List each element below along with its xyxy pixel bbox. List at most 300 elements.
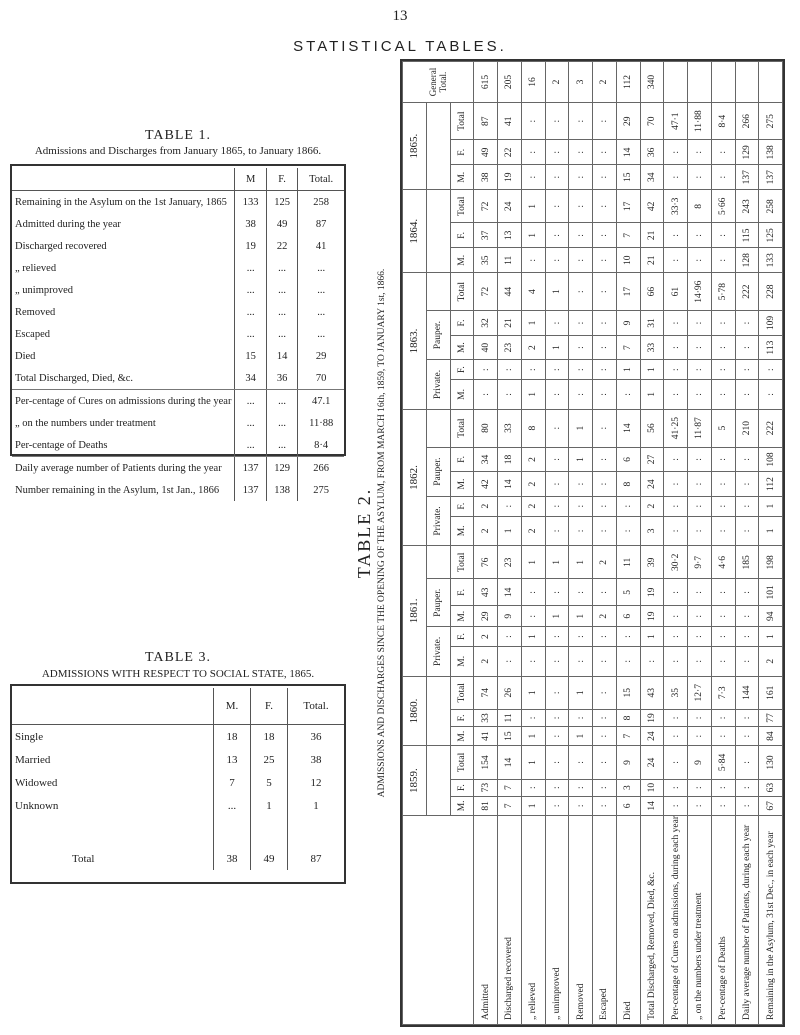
table2-cell: 115 <box>735 223 759 248</box>
table2-cell: 72 <box>474 190 498 223</box>
table2-cell: : <box>569 627 593 647</box>
table2-col-header: Total <box>450 103 474 140</box>
table2-cell: 1 <box>521 676 545 709</box>
table2-cell: : <box>545 676 569 709</box>
table2-cell: 1 <box>521 223 545 248</box>
table2-cell: : <box>593 248 617 273</box>
table2-cell: 34 <box>474 447 498 472</box>
table2-cell: : <box>711 165 735 190</box>
table2-cell: : <box>521 140 545 165</box>
table3-total-cell: 49 <box>251 847 288 870</box>
table3-spacer <box>214 817 251 847</box>
table3-row <box>12 748 344 771</box>
table2-cell: : <box>593 165 617 190</box>
table2-cell: 2 <box>593 546 617 579</box>
table2-cell: 113 <box>759 335 783 359</box>
table2-cell: 17 <box>616 190 640 223</box>
table2-cell: 2 <box>474 627 498 647</box>
table2-group-blank <box>426 676 450 746</box>
table2-cell: 1 <box>759 516 783 546</box>
table2-cell: : <box>664 472 688 496</box>
table2-cell: 14 <box>498 746 522 779</box>
table2-col-header: M. <box>450 727 474 746</box>
table2-cell: 5·78 <box>711 273 735 311</box>
table2-cell: 2 <box>759 646 783 676</box>
table2-row <box>569 62 593 1025</box>
table2-year-header: 1864. <box>403 190 427 273</box>
table1-title: TABLE 1. <box>145 128 211 143</box>
table3-cell: 18 <box>251 725 288 749</box>
table2-cell: 14 <box>498 579 522 606</box>
table2-cell: 19 <box>640 709 664 726</box>
table2-cell: 15 <box>498 727 522 746</box>
table2-cell: : <box>711 606 735 627</box>
table2-cell: 1 <box>521 311 545 336</box>
table2-cell: 7 <box>616 727 640 746</box>
table2-cell: : <box>711 646 735 676</box>
table1-cell: 47.1 <box>298 390 344 413</box>
table2-col-header: M. <box>450 472 474 496</box>
table1-row-label: Per-centage of Deaths <box>12 434 235 457</box>
table2-cell: : <box>711 248 735 273</box>
table2-group-header: Pauper. <box>426 311 450 360</box>
table2-cell: 6 <box>616 447 640 472</box>
table1-cell: 133 <box>235 191 266 214</box>
table3-cell: 18 <box>214 725 251 749</box>
table1-cell: 22 <box>266 235 297 257</box>
table2-cell: 161 <box>759 676 783 709</box>
table2-group-blank <box>426 273 450 311</box>
table1-row <box>12 279 344 301</box>
table2-cell: : <box>688 311 712 336</box>
table2-cell: : <box>711 627 735 647</box>
table2-cell: 10 <box>616 248 640 273</box>
table2-year-header: 1862. <box>403 409 427 545</box>
table2-cell: 1 <box>545 546 569 579</box>
table1-header-row <box>12 168 344 191</box>
table2-cell: : <box>521 579 545 606</box>
table2-cell: 41 <box>474 727 498 746</box>
table2-cell: 8 <box>521 409 545 447</box>
table1-row-label: Removed <box>15 306 56 318</box>
table2-col-header: F. <box>450 311 474 336</box>
table3-spacer <box>288 817 345 847</box>
table2-cell: : <box>569 311 593 336</box>
table2-cell: : <box>735 746 759 779</box>
table2-cell: 222 <box>759 409 783 447</box>
table2-cell: 1 <box>569 447 593 472</box>
table2-cell: : <box>688 335 712 359</box>
table2-cell: 9 <box>616 311 640 336</box>
table2-row-label: „ on the numbers under treatment <box>688 816 712 1025</box>
table2-cell: : <box>616 627 640 647</box>
table1-cell: 19 <box>235 235 266 257</box>
table2-cell: : <box>664 646 688 676</box>
table2-cell: : <box>735 380 759 410</box>
table2-cell: : <box>735 447 759 472</box>
table2-cell: 76 <box>474 546 498 579</box>
table2-cell: : <box>545 627 569 647</box>
table1-cell: ... <box>266 434 297 457</box>
table1-cell: ... <box>235 301 266 323</box>
table2-cell: : <box>664 606 688 627</box>
table2-cell: 109 <box>759 311 783 336</box>
table2-cell: 23 <box>498 335 522 359</box>
table1-row <box>12 345 344 367</box>
table2-cell: 144 <box>735 676 759 709</box>
table3-cell: 38 <box>288 748 345 771</box>
table2-cell: : <box>593 779 617 796</box>
table2-cell: 40 <box>474 335 498 359</box>
table2-row <box>664 62 688 1025</box>
table3-total-row <box>12 847 344 870</box>
table2-cell: 2 <box>474 516 498 546</box>
table2-cell: 6 <box>616 796 640 815</box>
table1-row <box>12 301 344 323</box>
table2-cell: : <box>593 746 617 779</box>
table1-cell: 275 <box>298 479 344 501</box>
table2-cell: : <box>664 380 688 410</box>
table2-cell: 1 <box>569 606 593 627</box>
table2-cell: 138 <box>759 140 783 165</box>
table3-row <box>12 771 344 794</box>
table2-cell: 5·66 <box>711 190 735 223</box>
table1-cell: 137 <box>235 457 266 480</box>
table2-cell: : <box>688 496 712 516</box>
table2-cell: : <box>545 779 569 796</box>
table2-cell: : <box>569 646 593 676</box>
table1-cell: 38 <box>235 213 266 235</box>
table2-cell: : <box>545 409 569 447</box>
table3-spacer <box>12 817 214 847</box>
table2-cell: : <box>521 779 545 796</box>
table2-cell: : <box>688 472 712 496</box>
table2-cell: 2 <box>521 447 545 472</box>
table2-cell: : <box>711 579 735 606</box>
table2-cell: : <box>545 248 569 273</box>
table1-row-label: Daily average number of Patients during the year <box>15 462 222 474</box>
table2-cell: : <box>521 165 545 190</box>
table2-cell: 42 <box>474 472 498 496</box>
table2-col-header: F. <box>450 627 474 647</box>
table2-cell: : <box>545 360 569 380</box>
table2-cell: : <box>593 496 617 516</box>
table2-group-blank <box>426 190 450 273</box>
table2-cell: : <box>569 779 593 796</box>
table1-cell: 8·4 <box>298 434 344 457</box>
table2-cell: 19 <box>640 579 664 606</box>
table1-cell: 41 <box>298 235 344 257</box>
table3-subtitle: ADMISSIONS WITH RESPECT TO SOCIAL STATE, 1865. <box>41 668 315 680</box>
table2-general-total-cell: 615 <box>474 62 498 103</box>
table2-row-label: Daily average number of Patients, during each year <box>735 816 759 1025</box>
table2-cell: : <box>569 746 593 779</box>
table2-cell: 2 <box>474 496 498 516</box>
table2-cell: 185 <box>735 546 759 579</box>
table2-cell: 36 <box>640 140 664 165</box>
table2-cell: : <box>688 627 712 647</box>
table2-cell: : <box>664 311 688 336</box>
table1-row <box>12 323 344 345</box>
table1-cell: ... <box>235 412 266 434</box>
table2-cell: 5·84 <box>711 746 735 779</box>
table2-general-total-cell <box>664 62 688 103</box>
table2-cell: 15 <box>616 676 640 709</box>
table1-cell: ... <box>266 412 297 434</box>
table2-cell: 17 <box>616 273 640 311</box>
table2-frame <box>400 59 785 1027</box>
table2-cell: : <box>545 447 569 472</box>
table2-cell: : <box>711 223 735 248</box>
table2-group-blank <box>426 746 450 816</box>
table3-row-label: Married <box>15 753 51 766</box>
table2-row-label: „ relieved <box>521 816 545 1025</box>
table2-cell: 266 <box>735 103 759 140</box>
table3-header-cell: M. <box>214 688 251 725</box>
table2-row-label: „ unimproved <box>545 816 569 1025</box>
table2-general-total-cell: 2 <box>545 62 569 103</box>
table2-cell: 19 <box>640 606 664 627</box>
table2-cell: 66 <box>640 273 664 311</box>
table2-col-header: F. <box>450 360 474 380</box>
table3-row <box>12 794 344 817</box>
table2-cell: 22 <box>498 140 522 165</box>
table2-cell: : <box>688 248 712 273</box>
table2-cell: 7 <box>616 335 640 359</box>
table2-cell: 4·6 <box>711 546 735 579</box>
table2 <box>402 61 783 1025</box>
table2-row-label: Escaped <box>593 816 617 1025</box>
table1-cell: ... <box>266 323 297 345</box>
table2-cell: 84 <box>759 727 783 746</box>
table2-cell: 3 <box>616 779 640 796</box>
table1-cell: ... <box>235 323 266 345</box>
table2-cell: : <box>545 709 569 726</box>
table2-year-header: 1860. <box>403 676 427 746</box>
table2-cell: : <box>569 472 593 496</box>
table2-cell: 13 <box>498 223 522 248</box>
table2-cell: : <box>711 447 735 472</box>
table2-cell: : <box>735 496 759 516</box>
table1-cell: ... <box>235 434 266 457</box>
table1-header-blank <box>12 168 235 191</box>
table2-cell: 9 <box>688 746 712 779</box>
table3-cell: 1 <box>288 794 345 817</box>
table1-row <box>12 457 344 480</box>
table2-cell: : <box>735 646 759 676</box>
table2-cell: : <box>688 165 712 190</box>
table1-header-cell: Total. <box>298 168 344 191</box>
table2-cell: 12·7 <box>688 676 712 709</box>
table2-cell: 30·2 <box>664 546 688 579</box>
table3-header-row <box>12 688 344 725</box>
table2-cell: : <box>688 223 712 248</box>
table2-col-header: M. <box>450 796 474 815</box>
table3-header-cell: Total. <box>288 688 345 725</box>
table1-cell: 266 <box>298 457 344 480</box>
table2-cell: : <box>593 223 617 248</box>
table2-subtitle: ADMISSIONS AND DISCHARGES SINCE THE OPENING OF THE ASYLUM, FROM MARCH 16th, 1859, TO JANUARY 1st, 1866. <box>377 268 387 798</box>
table2-cell: 275 <box>759 103 783 140</box>
table2-cell: : <box>569 709 593 726</box>
table2-cell: 1 <box>569 409 593 447</box>
table2-cell: : <box>569 248 593 273</box>
table1-header-cell: M <box>235 168 266 191</box>
table2-cell: 14 <box>640 796 664 815</box>
table2-cell: 1 <box>640 360 664 380</box>
table2-cell: 74 <box>474 676 498 709</box>
table2-row <box>593 62 617 1025</box>
table2-cell: 11·87 <box>688 409 712 447</box>
table2-cell: : <box>711 779 735 796</box>
table2-cell: 258 <box>759 190 783 223</box>
table2-group-header: Pauper. <box>426 579 450 627</box>
table2-cell: 24 <box>640 746 664 779</box>
table2-cell: : <box>688 779 712 796</box>
table2-cell: : <box>616 516 640 546</box>
table2-cell: : <box>545 727 569 746</box>
table2-col-header: F. <box>450 496 474 516</box>
table2-cell: 38 <box>474 165 498 190</box>
table2-cell: : <box>664 140 688 165</box>
table2-cell: : <box>545 380 569 410</box>
table2-col-header: Total <box>450 409 474 447</box>
table2-cell: : <box>735 606 759 627</box>
table3-cell: 36 <box>288 725 345 749</box>
table2-cell: 1 <box>640 627 664 647</box>
table1-row <box>12 434 344 457</box>
table2-cell: 2 <box>521 335 545 359</box>
table1-row-label: Total Discharged, Died, &c. <box>12 367 235 390</box>
table2-cell: : <box>664 779 688 796</box>
table2-cell: : <box>711 796 735 815</box>
table2-cell: 10 <box>640 779 664 796</box>
table2-col-header: F. <box>450 223 474 248</box>
table2-row-label: Removed <box>569 816 593 1025</box>
table2-cell: 1 <box>521 546 545 579</box>
table2-cell: 2 <box>521 516 545 546</box>
table2-cell: : <box>521 103 545 140</box>
table2-cell: : <box>616 380 640 410</box>
table2-cell: : <box>664 248 688 273</box>
table2-cell: 1 <box>616 360 640 380</box>
table2-cell: : <box>545 190 569 223</box>
table2-cell: 24 <box>640 472 664 496</box>
table2-cell: : <box>593 190 617 223</box>
table2-cell: : <box>711 140 735 165</box>
table2-col-header: F. <box>450 709 474 726</box>
table2-cell: 26 <box>498 676 522 709</box>
table2-cell: : <box>759 380 783 410</box>
table2-cell: : <box>664 360 688 380</box>
table2-cell: : <box>498 627 522 647</box>
table1-cell: 129 <box>266 457 297 480</box>
table2-cell: 18 <box>498 447 522 472</box>
table2-cell: 198 <box>759 546 783 579</box>
table2-cell: 11·88 <box>688 103 712 140</box>
table2-cell: 35 <box>474 248 498 273</box>
table2-cell: 101 <box>759 579 783 606</box>
table2-cell: 112 <box>759 472 783 496</box>
table2-header-years <box>403 62 427 1025</box>
table3-spacer-row <box>12 817 344 847</box>
table2-col-header: Total <box>450 190 474 223</box>
table2-cell: : <box>569 796 593 815</box>
table1-row-label: Discharged recovered <box>15 240 107 252</box>
table2-cell: : <box>735 627 759 647</box>
table2-cell: : <box>711 311 735 336</box>
table3-total-cell: 38 <box>214 847 251 870</box>
table2-cell: : <box>593 380 617 410</box>
table2-cell: 15 <box>616 165 640 190</box>
table2-row <box>759 62 783 1025</box>
table1-cell: 14 <box>266 345 297 367</box>
table2-cell: 14 <box>498 472 522 496</box>
table2-general-total-cell <box>735 62 759 103</box>
table2-cell: 1 <box>521 627 545 647</box>
table2-cell: 23 <box>498 546 522 579</box>
table2-cell: : <box>593 273 617 311</box>
table1-row-label: „ on the numbers under treatment <box>15 417 156 429</box>
table2-cell: : <box>616 646 640 676</box>
page-number: 13 <box>392 8 408 24</box>
table2-cell: 7 <box>616 223 640 248</box>
table2-col-header: Total <box>450 546 474 579</box>
table2-general-total-cell: 112 <box>616 62 640 103</box>
table2-cell: 9·7 <box>688 546 712 579</box>
table2-cell: : <box>545 103 569 140</box>
table2-cell: 11 <box>616 546 640 579</box>
table2-cell: : <box>735 335 759 359</box>
table2-general-total-cell: 2 <box>593 62 617 103</box>
table2-cell: : <box>545 646 569 676</box>
table2-cell: 31 <box>640 311 664 336</box>
table2-cell: 34 <box>640 165 664 190</box>
table3-cell: ... <box>214 794 251 817</box>
table3-row-label: Widowed <box>15 776 58 789</box>
table2-cell: : <box>664 496 688 516</box>
table2-cell: 1 <box>545 606 569 627</box>
table2-cell: : <box>640 646 664 676</box>
table2-cell: : <box>569 360 593 380</box>
table2-cell: : <box>545 796 569 815</box>
table2-cell: 243 <box>735 190 759 223</box>
table2-cell: : <box>688 360 712 380</box>
table2-cell: 67 <box>759 796 783 815</box>
table2-cell: : <box>711 472 735 496</box>
table2-cell: 8 <box>616 472 640 496</box>
table2-cell: : <box>521 360 545 380</box>
table2-cell: 33 <box>474 709 498 726</box>
table2-group-blank <box>426 103 450 190</box>
table2-cell: : <box>735 709 759 726</box>
table3-cell: 13 <box>214 748 251 771</box>
table2-cell: 137 <box>735 165 759 190</box>
table2-cell: : <box>545 472 569 496</box>
table2-cell: : <box>498 646 522 676</box>
table2-cell: : <box>569 496 593 516</box>
table2-cell: 44 <box>498 273 522 311</box>
table2-group-header: Private. <box>426 360 450 409</box>
table2-cell: 49 <box>474 140 498 165</box>
table2-cell: : <box>664 796 688 815</box>
table2-group-blank <box>426 546 450 579</box>
table2-cell: : <box>593 676 617 709</box>
table2-cell: 9 <box>616 746 640 779</box>
table2-cell: : <box>735 796 759 815</box>
table2-col-header: F. <box>450 779 474 796</box>
table2-row <box>498 62 522 1025</box>
